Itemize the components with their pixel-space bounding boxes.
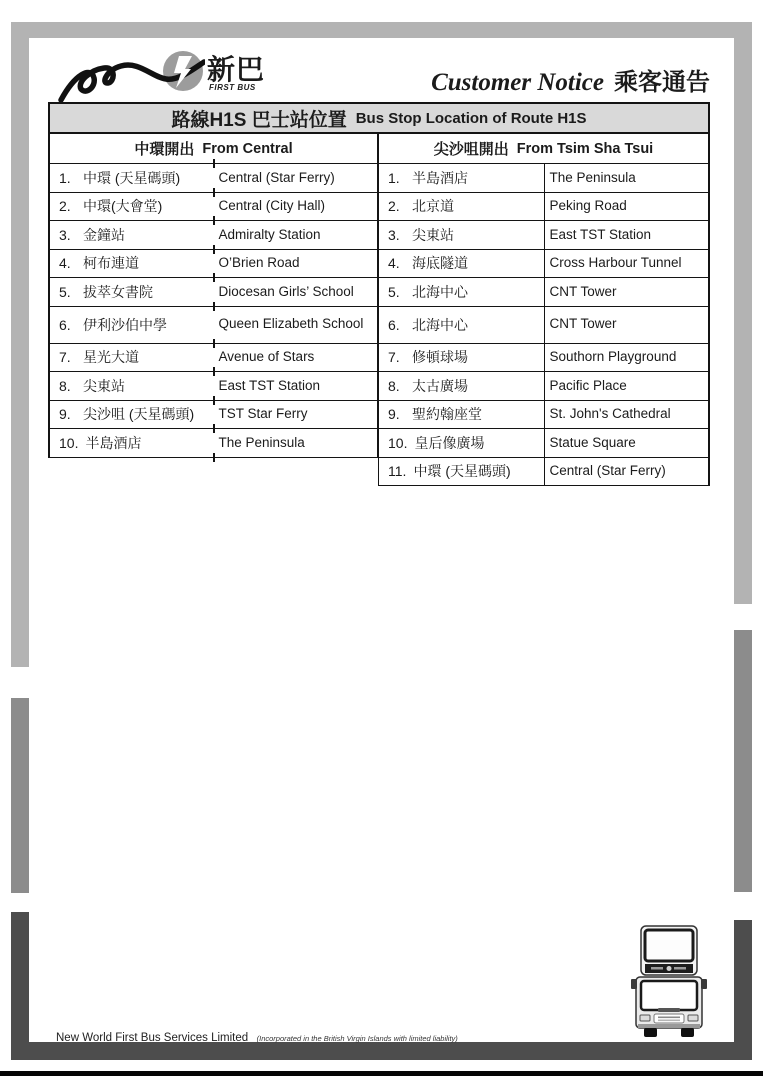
stop-rows-from-tsim-sha-tsui [379,164,708,486]
bus-stop-table [48,102,710,486]
stop-name-chinese: 星光大道 [83,349,139,366]
table-row [50,193,377,222]
stop-number: 5. [388,283,400,300]
stop-name-english: East TST Station [549,226,652,242]
stop-number: 1. [388,169,400,186]
stop-name-english: Statue Square [549,434,636,450]
scan-border-left-light [11,22,29,667]
table-row [50,344,377,373]
brand-name-chinese: 新巴 [207,54,266,85]
stop-name-chinese: 皇后像廣場 [414,434,485,451]
stop-name-chinese: 聖約翰座堂 [412,406,482,423]
stop-name-chinese: 北海中心 [412,316,468,333]
stop-number: 1. [59,169,71,186]
scan-border-top [11,22,752,38]
table-row [379,164,708,193]
stop-name-chinese: 尖東站 [83,377,125,394]
stop-number: 7. [59,349,71,366]
stop-name-english: CNT Tower [549,283,617,299]
stop-name-english: Southorn Playground [549,349,677,365]
table-row [50,278,377,307]
stop-name-chinese: 尖沙咀 (天星碼頭) [83,406,195,423]
stop-name-english: Cross Harbour Tunnel [549,255,682,271]
stop-name-chinese: 中環 (天星碼頭) [413,463,511,480]
table-row [50,429,377,458]
stop-number: 9. [388,406,400,423]
column-from-central [48,134,378,458]
stop-name-english: Pacific Place [549,377,627,393]
stop-name-english: East TST Station [218,377,321,393]
column-header-english: From Tsim Sha Tsui [516,140,654,157]
table-row [50,307,377,344]
double-decker-bus-icon [627,924,711,1038]
table-title-chinese: 路線H1S 巴士站位置 [171,109,347,131]
stop-name-english: O’Brien Road [218,255,300,271]
stop-name-chinese: 中環(大會堂) [83,198,163,215]
stop-name-chinese: 修頓球場 [412,349,468,366]
stop-rows-from-central [50,164,377,458]
stop-name-english: Central (Star Ferry) [549,463,666,479]
table-row [379,221,708,250]
stop-number: 6. [388,316,400,333]
stop-number: 4. [388,255,400,272]
stop-number: 10. [59,434,79,451]
stop-name-chinese: 伊利沙伯中學 [83,316,167,333]
table-title-bar [48,102,710,134]
stop-name-english: Diocesan Girls’ School [218,283,354,299]
stop-number: 6. [59,316,71,333]
stop-number: 3. [59,226,71,243]
footer [56,1028,458,1046]
stop-number: 4. [59,255,71,272]
notice-title-english: Customer Notice [431,69,604,96]
stop-number: 2. [388,198,400,215]
scan-border-left-medium [11,698,29,893]
table-row [50,250,377,279]
stop-name-chinese: 海底隧道 [412,255,468,272]
table-row [50,221,377,250]
stop-number: 5. [59,283,71,300]
stop-name-english: Central (Star Ferry) [218,169,335,185]
table-row [379,372,708,401]
stop-number: 2. [59,198,71,215]
column-header-chinese: 中環開出 [134,141,195,158]
stop-name-chinese: 柯布連道 [83,255,139,272]
stop-name-chinese: 金鐘站 [83,226,125,243]
first-bus-logo-icon [55,50,205,104]
table-row [379,278,708,307]
stop-name-english: Admiralty Station [218,226,321,242]
stop-number: 8. [59,377,71,394]
column-from-tsim-sha-tsui [378,134,710,486]
stop-name-chinese: 拔萃女書院 [83,283,153,300]
stop-name-chinese: 中環 (天星碼頭) [83,169,181,186]
page-bottom-rule [0,1071,763,1076]
table-row [50,401,377,430]
column-header-from-tsim-sha-tsui [379,134,708,164]
stop-name-english: The Peninsula [218,434,305,450]
brand-name-english: FIRST BUS [209,83,256,92]
stop-number: 3. [388,226,400,243]
stop-number: 7. [388,349,400,366]
stop-name-chinese: 太古廣場 [412,377,468,394]
stop-number: 9. [59,406,71,423]
column-header-from-central [50,134,377,164]
scan-border-right-medium [734,630,752,892]
scan-border-right-light [734,22,752,604]
table-row [379,307,708,344]
stop-number: 11. [388,463,407,480]
stop-name-english: Central (City Hall) [218,198,326,214]
stop-name-chinese: 半島酒店 [85,434,142,451]
table-row [379,458,708,487]
stop-name-english: Queen Elizabeth School [218,316,364,332]
table-row [50,372,377,401]
stop-name-english: Avenue of Stars [218,349,315,365]
stop-name-english: St. John's Cathedral [549,406,671,422]
footer-company-name: New World First Bus Services Limited [56,1032,249,1044]
stop-name-chinese: 北京道 [412,198,454,215]
scan-border-left-dark [11,912,29,1060]
stop-name-chinese: 尖東站 [412,226,454,243]
column-header-english: From Central [202,140,293,157]
footer-incorporation-note: (Incorporated in the British Virgin Islands with limited liability) [256,1034,458,1043]
stop-name-english: Peking Road [549,198,627,214]
notice-title-chinese: 乘客通告 [614,69,710,96]
table-row [379,250,708,279]
table-row [379,401,708,430]
scan-border-right-dark [734,920,752,1060]
column-header-chinese: 尖沙咀開出 [433,141,509,158]
table-row [379,429,708,458]
stop-name-english: The Peninsula [549,169,636,185]
table-row [379,344,708,373]
table-title-english: Bus Stop Location of Route H1S [355,109,587,127]
stop-name-english: CNT Tower [549,316,617,332]
stop-name-chinese: 半島酒店 [412,169,468,186]
first-bus-logo [55,48,305,106]
stop-number: 10. [388,434,408,451]
table-row [50,164,377,193]
stop-name-english: TST Star Ferry [218,406,308,422]
table-row [379,193,708,222]
stop-name-chinese: 北海中心 [412,283,468,300]
stop-number: 8. [388,377,400,394]
notice-title [431,62,710,97]
